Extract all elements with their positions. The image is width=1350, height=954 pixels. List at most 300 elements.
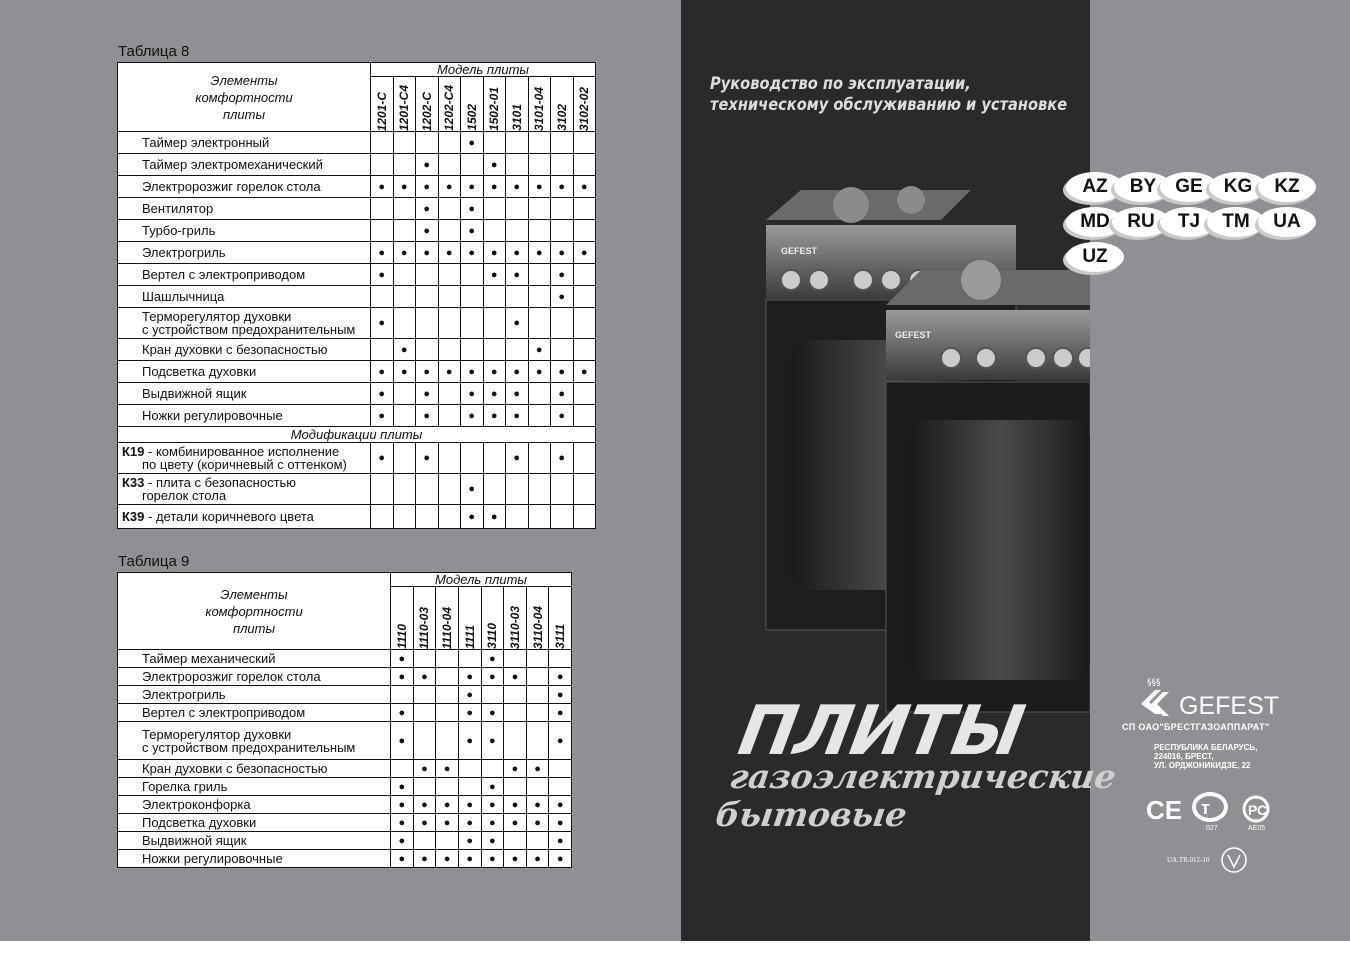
model-name-text: 1110 (394, 624, 409, 649)
feature-cell (483, 383, 506, 405)
feature-cell (506, 220, 529, 242)
gefest-logo (1137, 676, 1287, 725)
feature-dot: ● (490, 268, 498, 281)
model-name (551, 77, 574, 132)
feature-dot: ● (423, 365, 431, 378)
feature-cell (391, 722, 414, 760)
row-label: Вентилятор (118, 198, 371, 220)
feature-dot: ● (468, 202, 476, 215)
feature-cell (504, 668, 527, 686)
feature-cell (391, 704, 414, 722)
feature-cell (458, 832, 481, 850)
feature-cell (436, 650, 459, 668)
feature-cell (483, 154, 506, 176)
feature-cell (551, 405, 574, 427)
feature-cell (481, 686, 504, 704)
mod-code: К33 (122, 475, 145, 490)
feature-cell (526, 832, 549, 850)
feature-cell (413, 704, 436, 722)
feature-cell (393, 264, 416, 286)
country-code: GE (1160, 172, 1218, 202)
row-label: Таймер механический (118, 650, 391, 668)
manual-title-line2: техническому обслуживанию и установке (710, 95, 1068, 115)
country-code: TJ (1160, 207, 1218, 237)
feature-cell (461, 383, 484, 405)
feature-cell (436, 722, 459, 760)
feature-dot: ● (466, 706, 474, 719)
feature-cell (393, 176, 416, 198)
feature-cell (483, 443, 506, 474)
feature-dot: ● (378, 387, 386, 400)
table-row (118, 220, 596, 242)
feature-cell (458, 704, 481, 722)
table-row (118, 722, 572, 760)
feature-dot: ● (580, 365, 588, 378)
model-name-text: 1110-03 (417, 606, 432, 649)
feature-cell (371, 443, 394, 474)
feature-cell (416, 505, 439, 529)
feature-cell (371, 154, 394, 176)
feature-dot: ● (490, 158, 498, 171)
feature-cell (438, 242, 461, 264)
feature-cell (526, 760, 549, 778)
feature-cell (393, 474, 416, 505)
feature-cell (483, 176, 506, 198)
feature-cell (483, 474, 506, 505)
stove-brand-front: GEFEST (895, 330, 932, 340)
feature-dot: ● (466, 798, 474, 811)
feature-dot: ● (421, 852, 428, 865)
feature-cell (506, 286, 529, 308)
model-name-text: 3110-03 (507, 605, 522, 649)
feature-dot: ● (535, 343, 543, 356)
feature-dot: ● (445, 246, 453, 259)
cover-subtitle-2: бытовые (713, 795, 910, 834)
feature-cell (416, 474, 439, 505)
feature-cell (416, 383, 439, 405)
table-row (118, 308, 596, 339)
feature-cell (573, 154, 596, 176)
feature-dot: ● (378, 317, 386, 329)
feature-cell (371, 405, 394, 427)
feature-cell (504, 722, 527, 760)
feature-cell (391, 686, 414, 704)
feature-cell (371, 286, 394, 308)
feature-cell (573, 264, 596, 286)
mod-code: К39 (122, 509, 145, 524)
feature-cell (506, 154, 529, 176)
feature-cell (461, 405, 484, 427)
feature-cell (393, 286, 416, 308)
feature-cell (391, 832, 414, 850)
feature-cell (461, 242, 484, 264)
feature-cell (551, 443, 574, 474)
feature-cell (416, 308, 439, 339)
feature-cell (526, 650, 549, 668)
model-name-text: 1202-С (419, 91, 434, 131)
feature-cell (393, 405, 416, 427)
mod-label (118, 443, 371, 474)
model-name-text: 1201-С4 (397, 84, 412, 131)
model-name (526, 587, 549, 650)
row-label: Электророзжиг горелок стола (118, 176, 371, 198)
feature-cell (573, 405, 596, 427)
feature-cell (371, 361, 394, 383)
feature-cell (504, 832, 527, 850)
feature-cell (526, 722, 549, 760)
feature-cell (549, 722, 572, 760)
feature-dot: ● (488, 798, 496, 811)
feature-dot: ● (400, 343, 408, 356)
feature-cell (506, 308, 529, 339)
feature-cell (371, 474, 394, 505)
feature-cell (461, 361, 484, 383)
feature-dot: ● (378, 409, 386, 422)
feature-cell (393, 339, 416, 361)
feature-cell (528, 505, 551, 529)
feature-cell (528, 405, 551, 427)
mod-desc: - комбинированное исполнение (144, 444, 340, 459)
model-name-text: 3101-04 (532, 86, 547, 131)
feature-cell (504, 814, 527, 832)
row-label: Кран духовки с безопасностью (118, 339, 371, 361)
address-line: УЛ. ОРДЖОНИКИДЗЕ, 22 (1154, 761, 1251, 770)
feature-dot: ● (400, 246, 408, 259)
feature-cell (506, 264, 529, 286)
feature-dot: ● (398, 816, 406, 829)
rst-code: АЕ05 (1248, 825, 1266, 832)
feature-dot: ● (468, 224, 476, 237)
row-label: Кран духовки с безопасностью (118, 760, 391, 778)
feature-dot: ● (535, 180, 543, 193)
feature-cell (549, 760, 572, 778)
feature-cell (506, 405, 529, 427)
mod-desc: - детали коричневого цвета (144, 509, 314, 524)
table-row (118, 796, 572, 814)
feature-dot: ● (556, 706, 564, 719)
feature-cell (506, 132, 529, 154)
row-label: Таймер электронный (118, 132, 371, 154)
feature-cell (526, 796, 549, 814)
feature-cell (551, 339, 574, 361)
feature-cell (504, 650, 527, 668)
header-elements-line: комфортности (195, 89, 293, 105)
country-code: MD (1066, 207, 1124, 237)
table-row (118, 176, 596, 198)
row-label: Турбо-гриль (118, 220, 371, 242)
table-row (118, 686, 572, 704)
feature-dot: ● (378, 246, 386, 259)
feature-cell (573, 176, 596, 198)
table9 (117, 572, 572, 868)
company-name: СП ОАО"БРЕСТГАЗОАППАРАТ" (1122, 722, 1270, 732)
feature-cell (416, 154, 439, 176)
table-row (118, 704, 572, 722)
feature-cell (528, 286, 551, 308)
feature-cell (438, 339, 461, 361)
feature-cell (551, 505, 574, 529)
feature-cell (528, 474, 551, 505)
row-label: Электрогриль (118, 242, 371, 264)
feature-cell (551, 361, 574, 383)
table-row (118, 339, 596, 361)
feature-cell (461, 474, 484, 505)
feature-dot: ● (398, 834, 406, 847)
feature-cell (573, 361, 596, 383)
feature-cell (573, 474, 596, 505)
table-row (118, 832, 572, 850)
feature-cell (573, 308, 596, 339)
feature-dot: ● (423, 246, 431, 259)
feature-cell (371, 308, 394, 339)
model-name-text: 1502 (464, 104, 479, 131)
model-name-text: 1110-04 (440, 606, 455, 649)
feature-cell (551, 474, 574, 505)
feature-cell (436, 814, 459, 832)
model-name (506, 77, 529, 132)
feature-dot: ● (513, 387, 521, 400)
feature-dot: ● (488, 652, 496, 665)
feature-dot: ● (488, 670, 496, 683)
feature-cell (438, 220, 461, 242)
feature-cell (483, 405, 506, 427)
row-label: Таймер электромеханический (118, 154, 371, 176)
feature-cell (436, 704, 459, 722)
feature-cell (504, 850, 527, 868)
gefest-logo-icon (1137, 676, 1287, 720)
table-row (118, 474, 596, 505)
feature-dot: ● (488, 834, 496, 847)
feature-dot: ● (423, 224, 431, 237)
feature-cell (436, 832, 459, 850)
row-label (118, 308, 371, 339)
feature-dot: ● (558, 246, 566, 259)
feature-cell (436, 668, 459, 686)
feature-cell (506, 339, 529, 361)
model-name (573, 77, 596, 132)
model-name (371, 77, 394, 132)
feature-cell (416, 264, 439, 286)
feature-cell (393, 505, 416, 529)
ua-cert-mark (1220, 845, 1250, 880)
feature-dot: ● (398, 780, 406, 793)
feature-cell (549, 778, 572, 796)
feature-cell (549, 850, 572, 868)
table-row (118, 760, 572, 778)
header-elements-line: Элементы (210, 72, 278, 88)
feature-cell (438, 308, 461, 339)
feature-dot: ● (423, 180, 431, 193)
feature-cell (504, 778, 527, 796)
feature-dot: ● (468, 365, 476, 378)
feature-cell (573, 286, 596, 308)
mod-code: К19 (122, 444, 145, 459)
feature-cell (393, 361, 416, 383)
mod-desc-line2: по цвету (коричневый с оттенком) (142, 457, 347, 472)
table8 (117, 62, 596, 529)
model-name (438, 77, 461, 132)
feature-dot: ● (511, 762, 519, 775)
country-code: UA (1258, 207, 1316, 237)
gost-mark (1192, 792, 1228, 827)
feature-dot: ● (423, 387, 431, 400)
row-label: Подсветка духовки (118, 361, 371, 383)
feature-cell (413, 668, 436, 686)
feature-cell (483, 242, 506, 264)
model-name-text: 3111 (553, 624, 568, 649)
feature-cell (438, 264, 461, 286)
feature-dot: ● (468, 136, 476, 149)
country-code: UZ (1066, 242, 1124, 272)
feature-cell (413, 850, 436, 868)
feature-cell (551, 176, 574, 198)
feature-dot: ● (558, 268, 566, 281)
feature-cell (506, 505, 529, 529)
table-row (118, 361, 596, 383)
feature-cell (526, 814, 549, 832)
feature-cell (413, 778, 436, 796)
gefest-logo-text: GEFEST (1179, 692, 1280, 720)
country-code: BY (1114, 172, 1172, 202)
feature-dot: ● (513, 180, 521, 193)
row-label-line: с устройством предохранительным (142, 322, 356, 337)
feature-cell (528, 443, 551, 474)
model-name (458, 587, 481, 650)
feature-cell (506, 474, 529, 505)
feature-dot: ● (423, 158, 431, 171)
feature-dot: ● (421, 798, 428, 811)
feature-cell (438, 198, 461, 220)
feature-dot: ● (423, 452, 431, 464)
feature-cell (438, 505, 461, 529)
feature-dot: ● (580, 180, 588, 193)
mod-label (118, 474, 371, 505)
feature-cell (371, 132, 394, 154)
feature-cell (438, 405, 461, 427)
feature-cell (438, 132, 461, 154)
table-row (118, 198, 596, 220)
feature-cell (549, 832, 572, 850)
feature-cell (391, 778, 414, 796)
feature-cell (461, 220, 484, 242)
ce-mark: CE (1146, 795, 1183, 825)
feature-cell (483, 286, 506, 308)
feature-cell (526, 686, 549, 704)
feature-cell (528, 176, 551, 198)
feature-cell (483, 220, 506, 242)
feature-cell (393, 443, 416, 474)
feature-cell (413, 796, 436, 814)
feature-cell (573, 339, 596, 361)
feature-dot: ● (423, 202, 431, 215)
feature-cell (551, 132, 574, 154)
feature-cell (506, 176, 529, 198)
feature-dot: ● (490, 246, 498, 259)
feature-cell (458, 686, 481, 704)
feature-cell (393, 308, 416, 339)
feature-dot: ● (421, 762, 428, 775)
feature-dot: ● (511, 798, 519, 811)
feature-cell (481, 814, 504, 832)
modifications-header: Модификации плиты (118, 427, 596, 443)
feature-cell (461, 132, 484, 154)
feature-dot: ● (556, 816, 564, 829)
feature-cell (461, 198, 484, 220)
feature-cell (549, 668, 572, 686)
feature-dot: ● (535, 365, 543, 378)
feature-cell (549, 704, 572, 722)
feature-cell (391, 814, 414, 832)
feature-dot: ● (398, 670, 406, 683)
feature-dot: ● (558, 290, 566, 303)
feature-cell (481, 850, 504, 868)
feature-cell (526, 778, 549, 796)
feature-cell (551, 308, 574, 339)
feature-dot: ● (558, 409, 566, 422)
feature-cell (371, 198, 394, 220)
model-name-text: 3102-02 (577, 86, 592, 131)
row-label (118, 722, 391, 760)
manual-title-line1: Руководство по эксплуатации, (710, 74, 971, 94)
model-header: Модель плиты (391, 573, 572, 587)
model-name-text: 3110-04 (530, 605, 545, 649)
model-name (528, 77, 551, 132)
model-name (413, 587, 436, 650)
feature-cell (371, 176, 394, 198)
table-row (118, 383, 596, 405)
feature-cell (528, 339, 551, 361)
feature-cell (371, 505, 394, 529)
manual-title (710, 74, 1067, 116)
feature-dot: ● (488, 816, 496, 829)
cover-subtitle-1: газоэлектрические (727, 757, 1119, 796)
feature-cell (504, 796, 527, 814)
feature-cell (506, 361, 529, 383)
feature-cell (436, 686, 459, 704)
feature-dot: ● (488, 852, 496, 865)
feature-cell (461, 443, 484, 474)
feature-cell (416, 405, 439, 427)
feature-cell (393, 220, 416, 242)
feature-dot: ● (534, 762, 541, 775)
rst-mark (1240, 795, 1276, 828)
feature-dot: ● (490, 180, 498, 193)
feature-dot: ● (556, 798, 564, 811)
feature-cell (551, 264, 574, 286)
bottom-strip (0, 941, 1350, 954)
feature-cell (461, 505, 484, 529)
header-elements-line: Элементы (220, 586, 288, 602)
feature-cell (371, 339, 394, 361)
feature-cell (483, 339, 506, 361)
feature-dot: ● (534, 798, 541, 811)
row-label: Выдвижной ящик (118, 383, 371, 405)
feature-cell (413, 686, 436, 704)
feature-cell (504, 704, 527, 722)
feature-dot: ● (556, 670, 564, 683)
gost-code: 027 (1206, 825, 1218, 832)
feature-cell (371, 264, 394, 286)
feature-cell (549, 686, 572, 704)
row-label-line: Терморегулятор духовки (142, 309, 292, 324)
feature-dot: ● (378, 452, 386, 464)
feature-dot: ● (513, 246, 521, 259)
model-name-text: 3102 (554, 104, 569, 131)
table8-caption: Таблица 8 (118, 43, 190, 60)
model-name (483, 77, 506, 132)
table-row (118, 814, 572, 832)
feature-cell (416, 361, 439, 383)
